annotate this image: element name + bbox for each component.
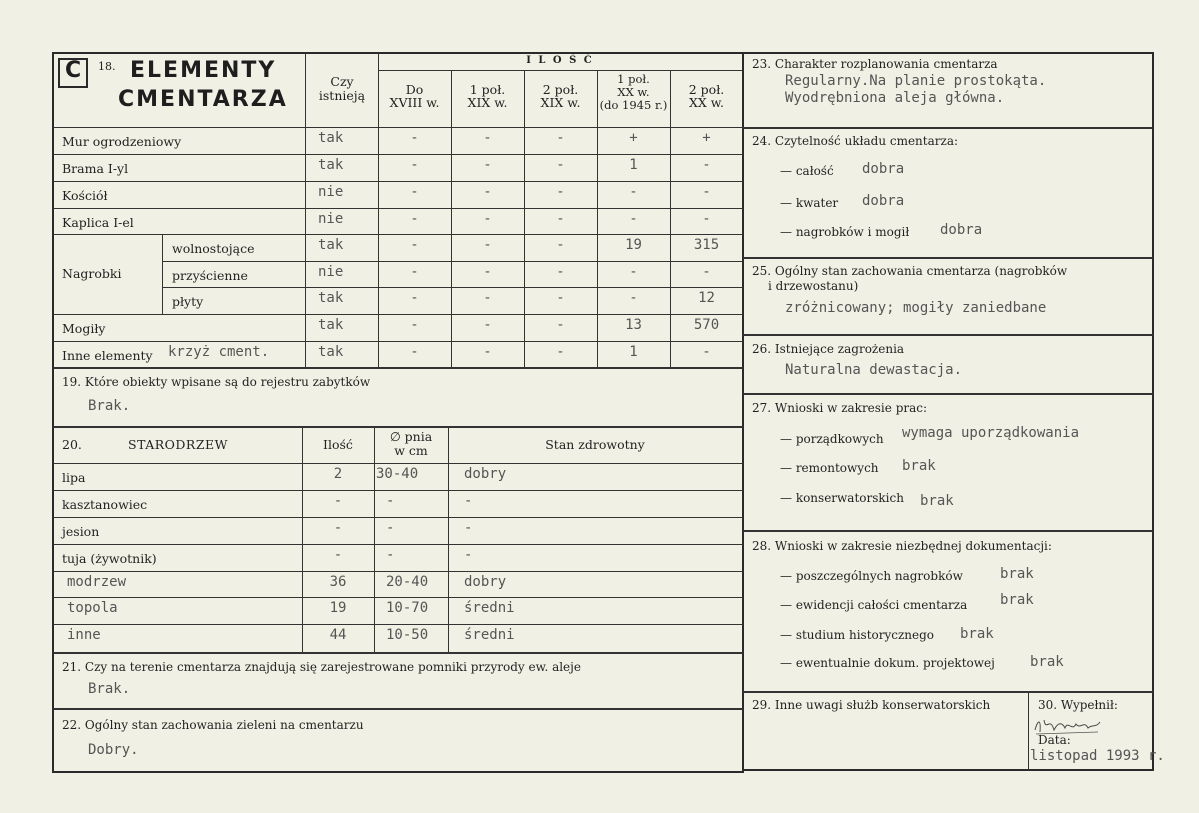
tree-diameter: -: [386, 520, 395, 536]
row-czy-value: tak: [318, 130, 344, 146]
section-24-item-label: — nagrobków i mogił: [780, 225, 910, 239]
grid-line: [53, 127, 743, 128]
row-extra-value: krzyż cment.: [168, 344, 270, 360]
grid-line: [53, 181, 743, 182]
row-period-value: 19: [625, 237, 642, 253]
grid-line: [378, 70, 742, 71]
section-19-label: 19. Które obiekty wpisane są do rejestru zabytków: [62, 375, 371, 389]
grid-line: [1028, 691, 1029, 771]
row-czy-value: tak: [318, 157, 344, 173]
row-czy-value: tak: [318, 237, 344, 253]
row-period-value: -: [410, 184, 419, 200]
section-19-value: Brak.: [88, 398, 131, 414]
grid-line: [302, 427, 303, 652]
section-30-date: listopad 1993 r.: [1030, 748, 1165, 764]
tree-name: kasztanowiec: [62, 497, 148, 512]
section-21-value: Brak.: [88, 681, 131, 697]
row-label: Mogiły: [62, 321, 106, 336]
tree-count: 36: [329, 574, 347, 590]
tree-diameter: 10-50: [386, 627, 429, 643]
col-header-czy: Czy istnieją: [318, 74, 366, 103]
row-period-value: -: [483, 317, 492, 333]
section-24-item-label: — kwater: [780, 196, 839, 210]
row-label: płyty: [172, 294, 204, 309]
section-28-item-label: — ewentualnie dokum. projektowej: [780, 656, 995, 670]
row-period-value: 570: [693, 317, 720, 333]
grid-line: [53, 544, 743, 545]
section-28-label: 28. Wnioski w zakresie niezbędnej dokumentacji:: [752, 539, 1052, 553]
row-period-value: -: [483, 290, 492, 306]
col-header-pnia: ∅ pnia w cm: [389, 429, 433, 458]
col-header-ilosc: I L O Ś Ć: [526, 55, 594, 66]
tree-diameter: 10-70: [386, 600, 429, 616]
grid-line: [162, 234, 163, 314]
section-30-data-label: Data:: [1038, 733, 1071, 747]
tree-count: -: [333, 520, 343, 536]
grid-line: [743, 530, 1153, 532]
grid-line: [743, 691, 1153, 693]
section-28-item-label: — studium historycznego: [780, 628, 935, 642]
section-23-line-1: Regularny.Na planie prostokąta.: [785, 73, 1047, 89]
grid-line: [53, 314, 743, 315]
section-23-line-2: Wyodrębniona aleja główna.: [785, 90, 1005, 106]
col-header-period: Do XVIII w.: [389, 82, 440, 110]
grid-line: [53, 490, 743, 491]
tree-diameter: -: [386, 493, 395, 509]
tree-count: -: [333, 547, 343, 563]
section-27-item-value: wymaga uporządkowania: [902, 425, 1080, 441]
grid-line: [53, 624, 743, 625]
tree-name: lipa: [62, 470, 86, 485]
nagrobki-group-label: Nagrobki: [62, 266, 122, 281]
row-period-value: -: [629, 290, 638, 306]
row-label: Kościół: [62, 188, 108, 203]
row-period-value: -: [629, 211, 638, 227]
col-header-ilosc-20: Ilość: [323, 437, 353, 452]
row-period-value: -: [483, 184, 492, 200]
row-period-value: -: [556, 184, 565, 200]
section-27-label: 27. Wnioski w zakresie prac:: [752, 401, 928, 415]
row-czy-value: tak: [318, 290, 344, 306]
row-period-value: -: [702, 264, 711, 280]
row-period-value: 315: [693, 237, 720, 253]
tree-name: modrzew: [67, 574, 127, 590]
row-period-value: -: [556, 344, 565, 360]
tree-name: topola: [67, 600, 118, 616]
row-period-value: -: [702, 211, 711, 227]
row-period-value: -: [556, 211, 565, 227]
row-label: przyścienne: [172, 268, 248, 283]
row-period-value: -: [556, 157, 565, 173]
grid-line: [743, 127, 1153, 129]
grid-line: [374, 427, 375, 652]
row-period-value: -: [410, 344, 419, 360]
section-27-item-label: — konserwatorskich: [780, 491, 904, 505]
row-label: wolnostojące: [172, 241, 255, 256]
row-period-value: 13: [625, 317, 642, 333]
section-18-title-2: CMENTARZA: [118, 87, 288, 112]
section-24-item-value: dobra: [862, 193, 905, 209]
row-period-value: -: [629, 264, 638, 280]
tree-condition: -: [464, 520, 473, 536]
tree-condition: średni: [464, 627, 515, 643]
section-27-item-label: — porządkowych: [780, 432, 884, 446]
row-label: Kaplica I-el: [62, 215, 134, 230]
section-24-label: 24. Czytelność układu cmentarza:: [752, 134, 959, 148]
row-period-value: -: [410, 211, 419, 227]
grid-line: [162, 261, 743, 262]
col-header-period: 1 poł. XIX w.: [467, 82, 508, 110]
col-header-stan: Stan zdrowotny: [545, 437, 645, 452]
grid-line: [53, 426, 743, 428]
grid-line: [53, 571, 743, 572]
grid-line: [53, 341, 743, 342]
tree-condition: dobry: [464, 466, 507, 482]
tree-condition: -: [464, 493, 473, 509]
grid-line: [53, 517, 743, 518]
tree-count: 2: [333, 466, 343, 482]
section-28-item-value: brak: [1000, 566, 1034, 582]
col-header-period: 1 poł. XX w. (do 1945 r.): [599, 72, 668, 112]
section-26-value: Naturalna dewastacja.: [785, 362, 963, 378]
row-period-value: -: [483, 211, 492, 227]
row-czy-value: tak: [318, 344, 344, 360]
row-czy-value: tak: [318, 317, 344, 333]
section-24-item-label: — całość: [780, 164, 834, 178]
row-period-value: -: [410, 157, 419, 173]
tree-condition: średni: [464, 600, 515, 616]
row-period-value: -: [483, 237, 492, 253]
section-18-title-1: ELEMENTY: [130, 58, 277, 83]
grid-line: [53, 234, 743, 235]
section-25-label-2: i drzewostanu): [768, 279, 859, 293]
section-28-item-value: brak: [960, 626, 994, 642]
tree-name: tuja (żywotnik): [62, 551, 157, 566]
row-period-value: -: [556, 290, 565, 306]
row-label: Brama I-yl: [62, 161, 129, 176]
section-30-label: 30. Wypełnił:: [1038, 698, 1118, 712]
row-label: Mur ogrodzeniowy: [62, 134, 182, 149]
tree-condition: dobry: [464, 574, 507, 590]
grid-line: [53, 463, 743, 464]
tree-diameter: 20-40: [386, 574, 429, 590]
tree-count: -: [333, 493, 343, 509]
grid-line: [53, 652, 743, 654]
tree-diameter: -: [386, 547, 395, 563]
section-26-label: 26. Istniejące zagrożenia: [752, 342, 905, 356]
section-24-item-value: dobra: [940, 222, 983, 238]
grid-line: [53, 708, 743, 710]
row-period-value: -: [702, 157, 711, 173]
section-24-item-value: dobra: [862, 161, 905, 177]
grid-line: [743, 393, 1153, 395]
section-25-value: zróżnicowany; mogiły zaniedbane: [785, 300, 1047, 316]
section-23-label: 23. Charakter rozplanowania cmentarza: [752, 57, 998, 71]
row-period-value: -: [556, 317, 565, 333]
section-27-item-label: — remontowych: [780, 461, 879, 475]
row-czy-value: nie: [318, 211, 344, 227]
section-20-title: STARODRZEW: [128, 437, 228, 452]
grid-line: [53, 367, 743, 369]
row-period-value: -: [702, 344, 711, 360]
row-period-value: -: [483, 264, 492, 280]
row-period-value: -: [702, 184, 711, 200]
section-28-item-value: brak: [1000, 592, 1034, 608]
tree-name: inne: [67, 627, 101, 643]
tree-diameter: 30-40: [376, 466, 419, 482]
col-header-period: 2 poł. XX w.: [688, 82, 725, 110]
row-period-value: -: [483, 130, 492, 146]
row-period-value: -: [410, 317, 419, 333]
tree-condition: -: [464, 547, 473, 563]
grid-line: [53, 208, 743, 209]
grid-line: [305, 53, 306, 368]
row-period-value: -: [410, 264, 419, 280]
row-label: Inne elementy: [62, 348, 153, 363]
section-29-label: 29. Inne uwagi służb konserwatorskich: [752, 698, 991, 712]
section-28-item-value: brak: [1030, 654, 1064, 670]
row-period-value: -: [629, 184, 638, 200]
section-28-item-label: — ewidencji całości cmentarza: [780, 598, 968, 612]
row-period-value: -: [483, 344, 492, 360]
row-period-value: +: [629, 130, 638, 146]
row-period-value: -: [556, 130, 565, 146]
section-27-item-value: brak: [902, 458, 936, 474]
grid-line: [448, 427, 449, 652]
section-28-item-label: — poszczególnych nagrobków: [780, 569, 963, 583]
section-letter: C: [65, 58, 84, 83]
section-22-label: 22. Ogólny stan zachowania zieleni na cmentarzu: [62, 718, 364, 732]
grid-line: [743, 257, 1153, 259]
col-header-period: 2 poł. XIX w.: [540, 82, 581, 110]
tree-name: jesion: [62, 524, 100, 539]
section-18-number: 18.: [98, 60, 116, 73]
row-period-value: 12: [698, 290, 715, 306]
grid-line: [162, 287, 743, 288]
row-period-value: -: [483, 157, 492, 173]
row-period-value: -: [410, 237, 419, 253]
row-period-value: -: [410, 290, 419, 306]
row-period-value: -: [556, 237, 565, 253]
row-period-value: 1: [629, 157, 638, 173]
row-period-value: -: [410, 130, 419, 146]
section-27-item-value: brak: [920, 493, 954, 509]
tree-count: 19: [329, 600, 347, 616]
row-period-value: +: [702, 130, 711, 146]
row-period-value: -: [556, 264, 565, 280]
section-22-value: Dobry.: [88, 742, 139, 758]
section-25-label-1: 25. Ogólny stan zachowania cmentarza (nagrobków: [752, 264, 1068, 278]
grid-line: [53, 597, 743, 598]
grid-line: [743, 334, 1153, 336]
grid-line: [53, 154, 743, 155]
row-czy-value: nie: [318, 184, 344, 200]
tree-count: 44: [329, 627, 347, 643]
row-period-value: 1: [629, 344, 638, 360]
section-21-label: 21. Czy na terenie cmentarza znajdują się zarejestrowane pomniki przyrody ew. aleje: [62, 660, 581, 674]
row-czy-value: nie: [318, 264, 344, 280]
section-20-number: 20.: [62, 437, 82, 452]
